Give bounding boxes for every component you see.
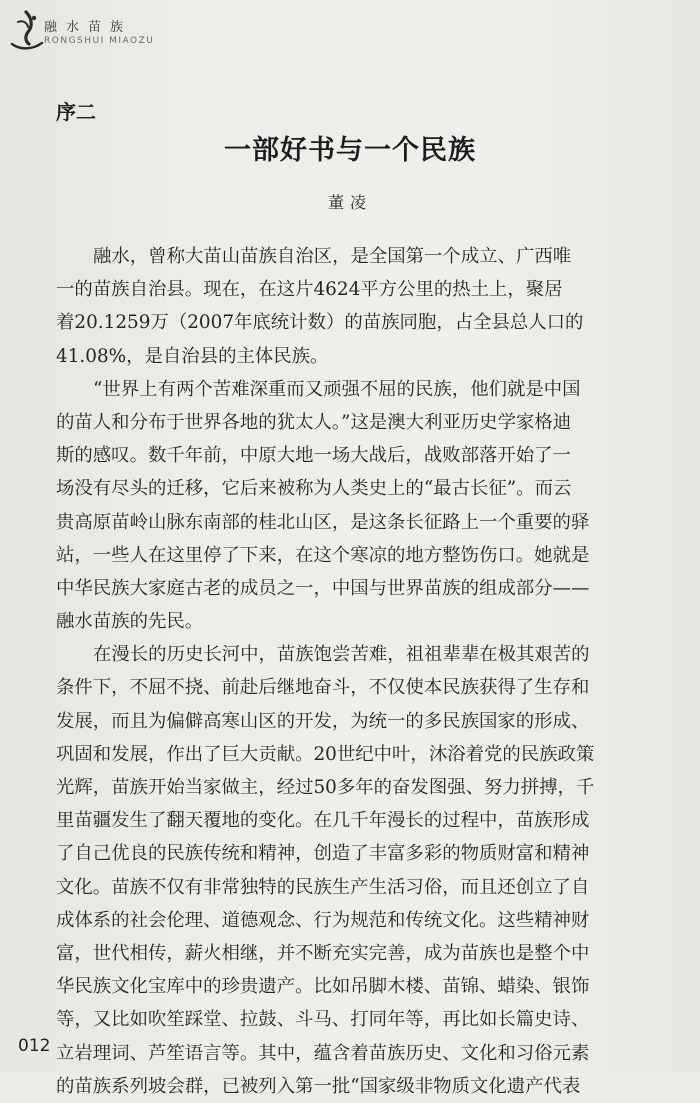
page-number: 012 <box>18 1036 51 1056</box>
running-header <box>0 0 700 60</box>
text-line: 融水苗族的先民。 <box>56 611 204 633</box>
text-line: 站，一些人在这里停了下来，在这个寒凉的地方整饬伤口。她就是 <box>56 544 590 566</box>
text-line: 41.08%，是自治县的主体民族。 <box>56 345 329 367</box>
text-line: 场没有尽头的迁移，它后来被称为人类史上的“最古长征”。而云 <box>56 478 572 500</box>
text-line: 的苗族系列坡会群，已被列入第一批“国家级非物质文化遗产代表 <box>56 1075 581 1097</box>
book-title-cn: 融水苗族 <box>44 20 133 35</box>
book-logo-icon <box>6 8 46 52</box>
text-line: 立岩理词、芦笙语言等。其中，蕴含着苗族历史、文化和习俗元素 <box>56 1042 590 1064</box>
body-text <box>56 240 656 1103</box>
text-line: 着20.1259万（2007年底统计数）的苗族同胞，占全县总人口的 <box>56 312 584 334</box>
book-title-en: RONGSHUI MIAOZU <box>44 36 155 46</box>
text-line: 的苗人和分布于世界各地的犹太人。”这是澳大利亚历史学家格迪 <box>56 411 572 433</box>
text-line: 富，世代相传，薪火相继，并不断充实完善，成为苗族也是整个中 <box>56 942 590 964</box>
text-line: 巩固和发展，作出了巨大贡献。20世纪中叶，沐浴着党的民族政策 <box>56 743 595 765</box>
text-line: 条件下，不屈不挠、前赴后继地奋斗，不仅使本民族获得了生存和 <box>56 677 590 699</box>
text-line: 融水，曾称大苗山苗族自治区，是全国第一个成立、广西唯 <box>93 246 572 267</box>
text-line: 了自己优良的民族传统和精神，创造了丰富多彩的物质财富和精神 <box>56 843 590 865</box>
section-label: 序二 <box>56 100 96 124</box>
text-line: 在漫长的历史长河中，苗族饱尝苦难，祖祖辈辈在极其艰苦的 <box>93 644 590 666</box>
text-line: 发展，而且为偏僻高寒山区的开发，为统一的多民族国家的形成、 <box>56 710 590 732</box>
text-line: 光辉，苗族开始当家做主，经过50多年的奋发图强、努力拼搏，千 <box>56 777 595 798</box>
article-title: 一部好书与一个民族 <box>224 135 476 166</box>
text-line: 里苗疆发生了翻天覆地的变化。在几千年漫长的过程中，苗族形成 <box>56 810 590 832</box>
author-name: 董凌 <box>327 193 372 212</box>
text-line: “世界上有两个苦难深重而又顽强不屈的民族，他们就是中国 <box>93 378 581 400</box>
text-line: 斯的感叹。数千年前，中原大地一场大战后，战败部落开始了一 <box>56 445 571 467</box>
text-line: 华民族文化宝库中的珍贵遗产。比如吊脚木楼、苗锦、蜡染、银饰 <box>56 976 590 998</box>
text-line: 等，又比如吹笙踩堂、拉鼓、斗马、打同年等，再比如长篇史诗、 <box>56 1009 590 1031</box>
text-line: 成体系的社会伦理、道德观念、行为规范和传统文化。这些精神财 <box>56 909 590 931</box>
text-line: 一的苗族自治县。现在，在这片4624平方公里的热土上，聚居 <box>56 279 563 301</box>
text-line: 中华民族大家庭古老的成员之一，中国与世界苗族的组成部分—— <box>56 577 590 599</box>
text-line: 贵高原苗岭山脉东南部的桂北山区，是这条长征路上一个重要的驿 <box>56 511 590 533</box>
text-line: 文化。苗族不仅有非常独特的民族生产生活习俗，而且还创立了自 <box>56 876 590 898</box>
